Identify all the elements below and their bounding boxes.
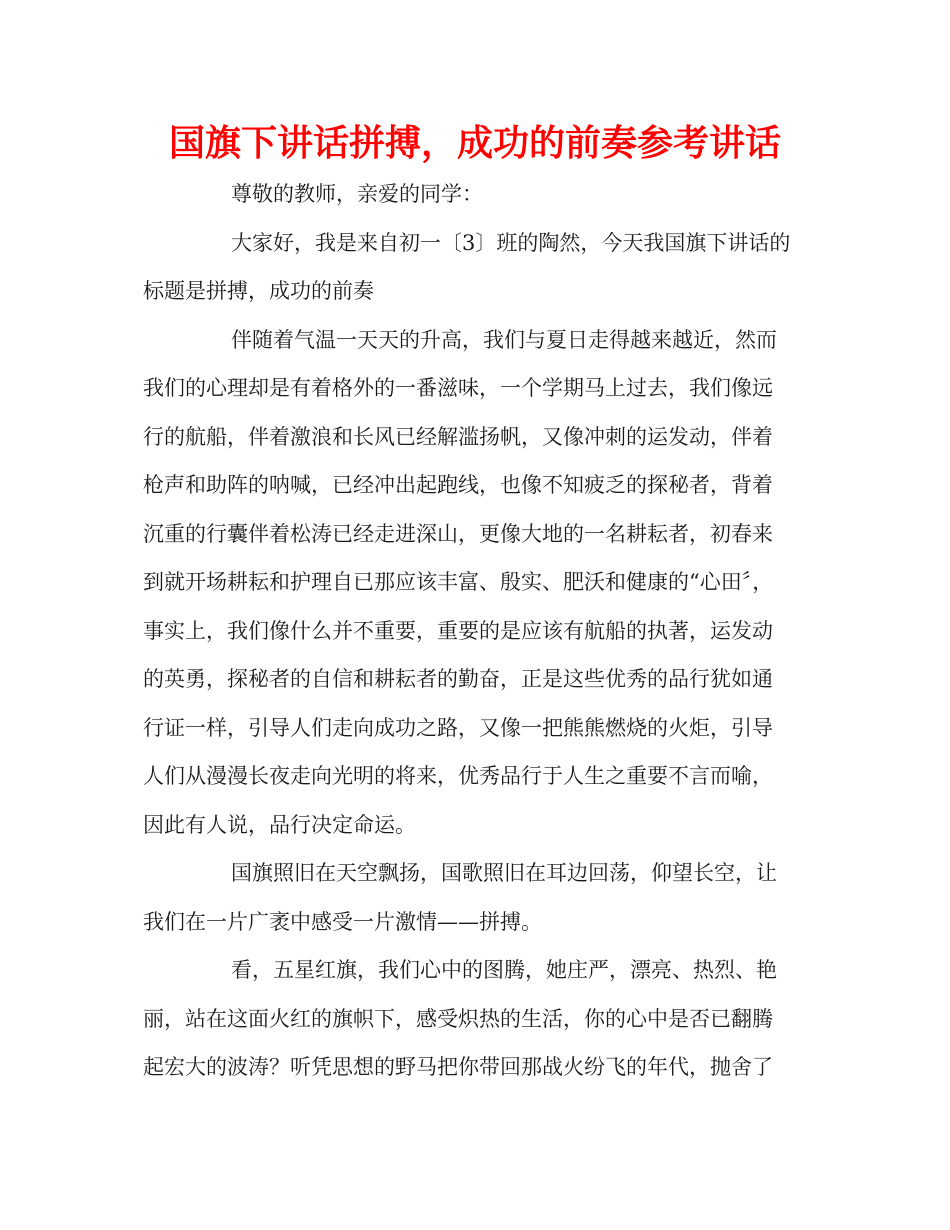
text-line: 枪声和助阵的呐喊，已经冲出起跑线，也像不知疲乏的探秘者，背着 bbox=[143, 473, 773, 497]
text-line: 行证一样，引导人们走向成功之路，又像一把熊熊燃烧的火炬，引导 bbox=[143, 715, 773, 740]
text-line: 尊敬的教师，亲爱的同学： bbox=[231, 182, 483, 206]
text-line: 事实上，我们像什么并不重要，重要的是应该有航船的执著，运发动 bbox=[143, 618, 773, 643]
text-line: 大家好，我是来自初一〔3〕班的陶然，今天我国旗下讲话的 bbox=[231, 230, 791, 255]
text-line: 的英勇，探秘者的自信和耕耘者的勤奋，正是这些优秀的品行犹如通 bbox=[143, 667, 773, 691]
text-line: 我们在一片广袤中感受一片激情——拼搏。 bbox=[143, 909, 542, 934]
text-line: 行的航船，伴着激浪和长风已经解滥扬帆，又像冲刺的运发动，伴着 bbox=[143, 424, 773, 449]
text-line: 国旗照旧在天空飘扬，国歌照旧在耳边回荡，仰望长空，让 bbox=[231, 861, 777, 885]
text-line: 因此有人说，品行决定命运。 bbox=[143, 812, 416, 837]
text-line: 丽，站在这面火红的旗帜下，感受炽热的生活，你的心中是否已翻腾 bbox=[143, 1006, 773, 1031]
document-title: 国旗下讲话拼搏，成功的前奏参考讲话 bbox=[168, 123, 781, 164]
text-line: 标题是拼搏，成功的前奏 bbox=[143, 279, 374, 303]
text-line: 起宏大的波涛？听凭思想的野马把你带回那战火纷飞的年代，抛舍了 bbox=[143, 1055, 773, 1079]
text-line: 看，五星红旗，我们心中的图腾，她庄严，漂亮、热烈、艳 bbox=[231, 958, 777, 982]
text-line: 沉重的行囊伴着松涛已经走进深山，更像大地的一名耕耘者，初春来 bbox=[143, 521, 773, 546]
text-line: 伴随着气温一天天的升高，我们与夏日走得越来越近，然而 bbox=[231, 327, 777, 352]
text-line: 我们的心理却是有着格外的一番滋味，一个学期马上过去，我们像远 bbox=[143, 376, 773, 400]
text-line: 人们从漫漫长夜走向光明的将来，优秀品行于人生之重要不言而喻， bbox=[143, 764, 773, 788]
text-line: 到就开场耕耘和护理自已那应该丰富、殷实、肥沃和健康的“心田〞， bbox=[143, 570, 774, 594]
document-body bbox=[143, 170, 813, 1092]
